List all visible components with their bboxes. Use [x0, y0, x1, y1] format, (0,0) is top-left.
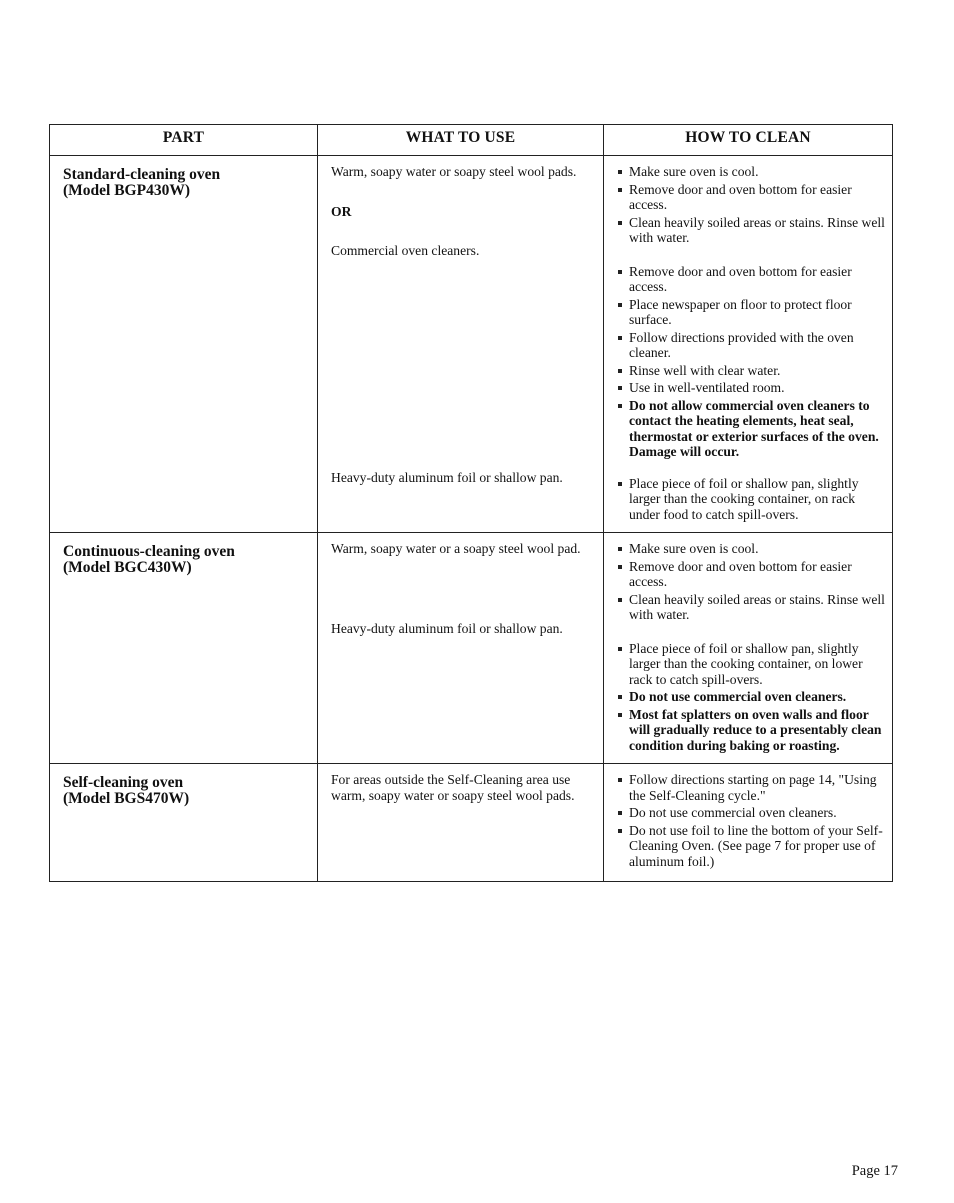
- how-step-warning: Do not allow commercial oven cleaners to contact the heating elements, heat seal, thermostat or exterior surfaces of the oven. Damage will occur.: [616, 398, 886, 460]
- how-step-group: [616, 541, 886, 623]
- how-step: Remove door and oven bottom for easier access.: [616, 559, 886, 590]
- how-to-clean-cell: [604, 156, 893, 533]
- how-step-group: [616, 264, 886, 460]
- how-step: Follow directions starting on page 14, "Using the Self-Cleaning cycle.": [616, 772, 886, 803]
- how-step: Make sure oven is cool.: [616, 541, 886, 557]
- how-step: Place piece of foil or shallow pan, slightly larger than the cooking container, on rack under food to catch spill-overs.: [616, 476, 886, 523]
- part-cell: [50, 156, 318, 533]
- how-step-note: Most fat splatters on oven walls and floor will gradually reduce to a presentably clean condition during baking or roasting.: [616, 707, 886, 754]
- header-row: [50, 125, 893, 156]
- how-step: Do not use commercial oven cleaners.: [616, 805, 886, 821]
- what-to-use-cell: [318, 533, 604, 764]
- how-step: Clean heavily soiled areas or stains. Rinse well with water.: [616, 215, 886, 246]
- how-step-warning: Do not use commercial oven cleaners.: [616, 689, 886, 705]
- part-model: (Model BGC430W): [63, 559, 192, 576]
- header-part: PART: [50, 125, 318, 156]
- how-step: Do not use foil to line the bottom of your Self-Cleaning Oven. (See page 7 for proper use of aluminum foil.): [616, 823, 886, 870]
- table-row: [50, 764, 893, 882]
- use-item: Warm, soapy water or soapy steel wool pads.: [331, 164, 577, 179]
- how-step: Rinse well with clear water.: [616, 363, 886, 379]
- how-step: Follow directions provided with the oven cleaner.: [616, 330, 886, 361]
- how-step-group: [616, 164, 886, 246]
- how-step: Make sure oven is cool.: [616, 164, 886, 180]
- part-model: (Model BGP430W): [63, 182, 190, 199]
- or-separator: OR: [331, 203, 352, 219]
- use-item: For areas outside the Self-Cleaning area use warm, soapy water or soapy steel wool pads.: [331, 772, 575, 803]
- how-step: Remove door and oven bottom for easier access.: [616, 182, 886, 213]
- how-step: Place newspaper on floor to protect floor surface.: [616, 297, 886, 328]
- how-to-clean-cell: [604, 764, 893, 882]
- part-cell: [50, 533, 318, 764]
- part-model: (Model BGS470W): [63, 790, 190, 807]
- page-number: Page 17: [851, 1163, 898, 1179]
- header-how-to-clean: HOW TO CLEAN: [604, 125, 893, 156]
- how-step: Remove door and oven bottom for easier access.: [616, 264, 886, 295]
- use-item: Heavy-duty aluminum foil or shallow pan.: [331, 469, 563, 485]
- how-step-group: [616, 772, 886, 869]
- how-step-group: [616, 641, 886, 754]
- what-to-use-cell: [318, 764, 604, 882]
- how-step-group: [616, 476, 886, 523]
- use-item: Warm, soapy water or a soapy steel wool pad.: [331, 541, 581, 556]
- how-step: Use in well-ventilated room.: [616, 380, 886, 396]
- part-name: Self-cleaning oven: [63, 774, 184, 791]
- cleaning-table: [49, 124, 893, 882]
- part-cell: [50, 764, 318, 882]
- use-item: Commercial oven cleaners.: [331, 243, 480, 258]
- what-to-use-cell: [318, 156, 604, 533]
- table-row: [50, 156, 893, 533]
- use-item: Heavy-duty aluminum foil or shallow pan.: [331, 620, 563, 636]
- how-step: Clean heavily soiled areas or stains. Rinse well with water.: [616, 592, 886, 623]
- how-step: Place piece of foil or shallow pan, slightly larger than the cooking container, on lower rack to catch spill-overs.: [616, 641, 886, 688]
- part-name: Continuous-cleaning oven: [63, 543, 235, 560]
- part-name: Standard-cleaning oven: [63, 166, 221, 183]
- table-row: [50, 533, 893, 764]
- how-to-clean-cell: [604, 533, 893, 764]
- header-what-to-use: WHAT TO USE: [318, 125, 604, 156]
